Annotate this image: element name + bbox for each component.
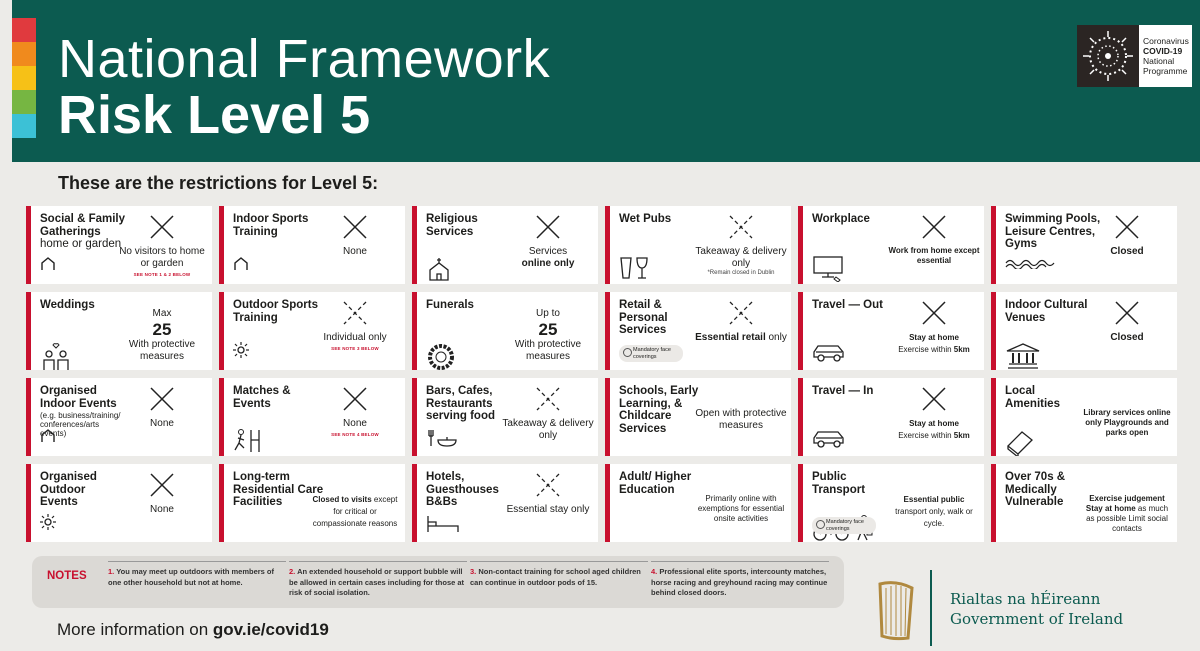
logo-line: Coronavirus: [1143, 36, 1189, 46]
restriction-card: [798, 206, 984, 284]
card-status: [695, 299, 787, 344]
status-text: Takeaway & delivery only: [695, 246, 787, 269]
more-info: [57, 620, 329, 640]
computer-icon: [812, 256, 846, 278]
note-divider: [651, 561, 829, 562]
wreath-icon: [426, 342, 460, 364]
status-text: except for critical or compassionate reasons: [312, 495, 398, 528]
cutlery-icon: [426, 428, 460, 450]
card-title: Indoor Sports Training: [233, 213, 309, 238]
status-text: None: [150, 418, 174, 429]
status-text: With protective measures: [128, 339, 196, 362]
status-text: Primarily online with exemptions for essential onsite activities: [697, 494, 785, 523]
cross-icon: [888, 385, 980, 413]
card-title: Adult/ Higher Education: [619, 471, 692, 496]
note-2: [289, 567, 467, 599]
card-title: Schools, Early Learning, & Childcare Services: [619, 385, 699, 435]
card-status: [888, 385, 980, 442]
color-stripes: [12, 18, 36, 138]
government-name-english: Government of Ireland: [950, 610, 1124, 628]
card-title: Long-term Residential Care Facilities: [233, 471, 324, 508]
restriction-card: [798, 292, 984, 370]
status-bold: 5km: [953, 431, 970, 440]
note-number: 4.: [651, 567, 658, 576]
bed-icon: [426, 514, 460, 536]
restriction-card: [412, 206, 598, 284]
note-1: [108, 567, 286, 588]
church-icon: [426, 256, 460, 278]
card-subtitle: home or garden: [40, 238, 122, 250]
note-number: 1.: [108, 567, 115, 576]
status-text: Services: [528, 246, 568, 257]
card-status: [695, 471, 787, 524]
card-status: [1081, 385, 1173, 438]
cross-icon: [502, 213, 594, 241]
card-status: [888, 299, 980, 356]
note-text: You may meet up outdoors with members of one other household but not at home.: [108, 567, 275, 587]
status-bold: Essential retail: [695, 332, 766, 343]
restriction-card: [991, 464, 1177, 542]
status-text: only: [768, 332, 787, 343]
status-bold: Exercise judgement Stay at home: [1085, 494, 1165, 513]
stripe: [12, 114, 36, 138]
restriction-card: [605, 206, 791, 284]
restriction-card: [219, 292, 405, 370]
card-status: [116, 385, 208, 430]
restriction-card: [605, 378, 791, 456]
cross-icon: [888, 299, 980, 327]
card-title: Hotels, Guesthouses B&Bs: [426, 471, 499, 508]
note-divider: [108, 561, 286, 562]
note-3: [470, 567, 648, 588]
capacity-number: 25: [538, 320, 558, 339]
stripe: [12, 42, 36, 66]
logo-line: National: [1143, 56, 1175, 66]
card-status: [309, 471, 401, 530]
cross-icon: [116, 213, 208, 241]
restriction-card: [412, 378, 598, 456]
logo-text: [1139, 36, 1189, 76]
card-status: [309, 213, 401, 258]
note-text: Non-contact training for school aged children can continue in outdoor pods of 15.: [470, 567, 641, 587]
card-title: Travel — Out: [812, 299, 883, 311]
dotted-cross-icon: [695, 299, 787, 327]
page-title: National Framework: [58, 29, 551, 89]
restriction-card: [605, 464, 791, 542]
status-bold: online only: [521, 258, 575, 269]
status-bold: Essential public: [903, 495, 965, 504]
harp-icon: [872, 578, 920, 644]
status-bold: Stay at home: [909, 333, 959, 342]
card-status: [695, 385, 787, 432]
restriction-card: [991, 378, 1177, 456]
note-number: 3.: [470, 567, 477, 576]
restrictions-grid: [26, 206, 1178, 542]
couple-icon: [40, 342, 74, 364]
sun-icon: [233, 342, 267, 364]
status-bold: Closed: [1110, 246, 1144, 257]
dotted-cross-icon: [309, 299, 401, 327]
card-status: [1081, 471, 1173, 534]
card-title: Local Amenities: [1005, 385, 1060, 410]
cross-icon: [1081, 213, 1173, 241]
government-divider: [930, 570, 932, 646]
card-title: Social & Family Gatherings home or garden: [40, 213, 126, 250]
card-subtitle: (e.g. business/training/ conferences/arts events): [40, 411, 121, 438]
status-text: Exercise within: [898, 345, 952, 354]
card-title: Funerals: [426, 299, 474, 311]
stripe: [12, 18, 36, 42]
status-prefix: Max: [152, 308, 172, 319]
restriction-card: [412, 464, 598, 542]
card-title: Weddings: [40, 299, 95, 311]
cross-icon: [116, 385, 208, 413]
status-text: No visitors to home or garden: [119, 246, 205, 269]
restriction-card: [26, 206, 212, 284]
notes-label: NOTES: [47, 570, 87, 582]
risk-level-title: Risk Level 5: [58, 85, 371, 145]
status-bold: Library services online only Playgrounds and parks open: [1083, 408, 1171, 437]
status-text: With protective measures: [514, 339, 582, 362]
card-status: [1081, 213, 1173, 258]
status-text: Open with protective measures: [695, 408, 787, 431]
cross-icon: [309, 213, 401, 241]
card-title: Organised Outdoor Events: [40, 471, 97, 508]
card-title: Public Transport: [812, 471, 866, 496]
status-bold: Stay at home: [909, 419, 959, 428]
sun-icon: [40, 514, 74, 536]
museum-icon: [1005, 342, 1039, 364]
virus-icon: [1077, 25, 1139, 87]
card-title: Outdoor Sports Training: [233, 299, 318, 324]
status-prefix: Up to: [536, 308, 560, 319]
card-status: [502, 385, 594, 442]
face-covering-badge: Mandatory face coverings: [812, 517, 876, 534]
car-icon: [812, 428, 846, 450]
card-title: Matches & Events: [233, 385, 291, 410]
cross-icon: [1081, 299, 1173, 327]
card-title: Organised Indoor Events (e.g. business/training/ conferences/arts events): [40, 385, 126, 438]
card-status: [1081, 299, 1173, 344]
card-status: [116, 471, 208, 516]
restrictions-heading: These are the restrictions for Level 5:: [58, 173, 379, 193]
note-number: 2.: [289, 567, 296, 576]
more-info-text: More information on: [57, 620, 213, 639]
dotted-cross-icon: [695, 213, 787, 241]
status-text: Essential stay only: [506, 504, 590, 515]
status-text: transport only, walk or cycle.: [895, 507, 973, 528]
card-status: [309, 385, 401, 437]
notes-panel: [32, 556, 844, 608]
goal-icon: [233, 428, 267, 450]
restriction-card: [991, 206, 1177, 284]
card-status: [502, 299, 594, 363]
status-bold: Work from home except essential: [888, 246, 980, 265]
status-footnote: *Remain closed in Dublin: [707, 270, 775, 276]
restriction-card: [412, 292, 598, 370]
status-bold: 5km: [953, 345, 970, 354]
house-icon: [233, 256, 267, 278]
note-text: An extended household or support bubble will be allowed in certain cases including for those at risk of social isolation.: [289, 567, 465, 597]
status-text: None: [343, 246, 367, 257]
card-status: [695, 213, 787, 277]
card-title: Indoor Cultural Venues: [1005, 299, 1088, 324]
restriction-card: [991, 292, 1177, 370]
restriction-card: [219, 464, 405, 542]
restriction-card: [26, 292, 212, 370]
house-icon: [40, 428, 74, 450]
cross-icon: [888, 213, 980, 241]
more-info-link[interactable]: gov.ie/covid19: [212, 620, 329, 639]
card-title: Religious Services: [426, 213, 478, 238]
note-text: Professional elite sports, intercounty matches, horse racing and greyhound racing may continue behind closed doors.: [651, 567, 828, 597]
see-note: SEE NOTE 4 BELOW: [331, 432, 379, 437]
card-status: [888, 213, 980, 266]
logo-line: COVID-19: [1143, 46, 1183, 56]
restriction-card: [605, 292, 791, 370]
water-icon: [1005, 256, 1039, 278]
stripe: [12, 90, 36, 114]
card-title: Wet Pubs: [619, 213, 672, 225]
glass-icon: [619, 256, 653, 278]
card-status: [502, 213, 594, 270]
government-name-irish: Rialtas na hÉireann: [950, 590, 1101, 608]
covid-programme-logo: [1077, 25, 1192, 87]
see-note: SEE NOTE 1 & 2 BELOW: [133, 272, 191, 277]
card-title: Workplace: [812, 213, 870, 225]
card-title: Swimming Pools, Leisure Centres, Gyms: [1005, 213, 1101, 250]
status-text: as much as possible Limit social contacts: [1086, 504, 1169, 533]
status-text: None: [150, 504, 174, 515]
house-icon: [40, 256, 74, 278]
card-title: Travel — In: [812, 385, 874, 397]
cross-icon: [309, 385, 401, 413]
face-covering-badge: Mandatory face coverings: [619, 345, 683, 362]
card-status: [502, 471, 594, 516]
status-bold: Closed: [1110, 332, 1144, 343]
card-status: [116, 213, 208, 277]
status-text: None: [343, 418, 367, 429]
cross-icon: [116, 471, 208, 499]
note-divider: [470, 561, 648, 562]
card-title: Bars, Cafes, Restaurants serving food: [426, 385, 496, 422]
card-status: [309, 299, 401, 351]
book-icon: [1005, 428, 1039, 450]
note-divider: [289, 561, 467, 562]
restriction-card: [219, 206, 405, 284]
see-note: SEE NOTE 3 BELOW: [331, 346, 379, 351]
car-icon: [812, 342, 846, 364]
restriction-card: [26, 378, 212, 456]
card-title: Over 70s & Medically Vulnerable: [1005, 471, 1066, 508]
stripe: [12, 66, 36, 90]
restriction-card: [219, 378, 405, 456]
dotted-cross-icon: [502, 471, 594, 499]
logo-line: Programme: [1143, 66, 1188, 76]
note-4: [651, 567, 829, 599]
card-status: [888, 471, 980, 530]
card-status: [116, 299, 208, 363]
status-bold: Closed to visits: [312, 495, 372, 504]
status-text: Individual only: [323, 332, 387, 343]
status-text: Takeaway & delivery only: [502, 418, 594, 441]
capacity-number: 25: [152, 320, 172, 339]
card-title: Retail & Personal Services: [619, 299, 668, 336]
restriction-card: [26, 464, 212, 542]
restriction-card: [798, 378, 984, 456]
dotted-cross-icon: [502, 385, 594, 413]
status-text: Exercise within: [898, 431, 952, 440]
restriction-card: [798, 464, 984, 542]
